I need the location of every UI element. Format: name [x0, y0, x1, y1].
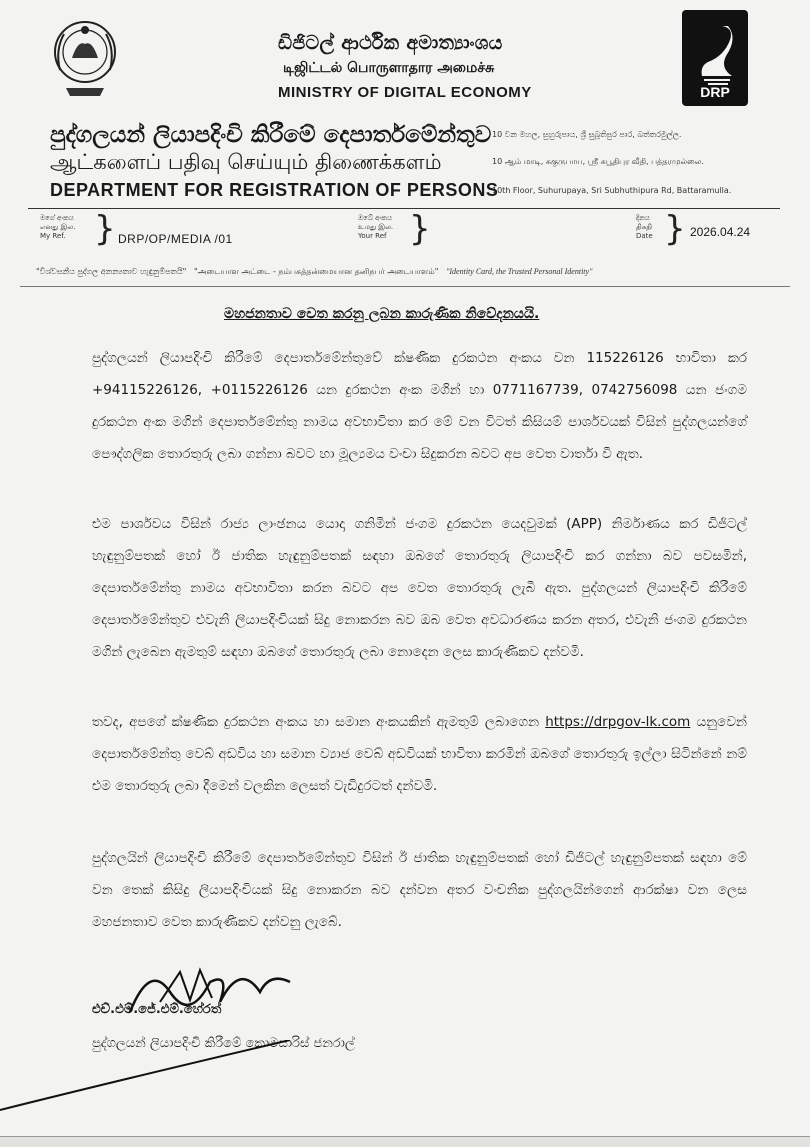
- my-ref-label-en: My Ref.: [40, 232, 66, 240]
- date-labels: [636, 214, 653, 241]
- date-label-en: Date: [636, 232, 653, 240]
- signatory-name: එච්.එම්.ජේ.එම්.හේරත්: [92, 1002, 222, 1017]
- brace-icon: }: [409, 209, 431, 249]
- date-label-si: දිනය: [636, 214, 650, 222]
- footer-strip: [0, 1136, 810, 1147]
- signature-scribble: [120, 952, 360, 1032]
- ministry-name-english: MINISTRY OF DIGITAL ECONOMY: [278, 84, 532, 101]
- my-ref-label-ta: எனது இல.: [40, 223, 76, 231]
- my-ref-labels: [40, 214, 75, 241]
- your-ref-label-ta: உமது இல.: [358, 223, 394, 231]
- date-value: 2026.04.24: [690, 225, 751, 239]
- signatory-title: පුද්ගලයන් ලියාපදිංචි කිරීමේ කොමසාරිස් ජනරාල්: [92, 1036, 355, 1051]
- brace-icon: }: [94, 209, 116, 249]
- paragraph-3-end: යනුවෙන් දෙපාර්තමේන්තු වෙබ් අඩවිය හා සමාන ව්‍යාජ වෙබ් අඩවියක් භාවිතා කරමින් ඔබගේ තොරතුරු ඉල්ලා සිටින්නේ නම් එම තොරතුරු ලබා දීමෙන් වලකින ලෙසත් වැඩිදුරටත් දන්වමි.: [92, 714, 747, 794]
- department-name-sinhala: පුද්ගලයන් ලියාපදිංචි කිරීමේ දෙපාර්තමේන්තුව: [50, 122, 492, 148]
- ministry-name-tamil: டிஜிட்டல் பொருளாதார அமைச்சு: [283, 60, 495, 76]
- your-ref-label-si: ඔබේ අංකය: [358, 214, 392, 222]
- department-name-tamil: ஆட்களைப் பதிவு செய்யும் திணைக்களம்: [50, 150, 442, 174]
- ministry-name-sinhala: ඩිජිටල් ආර්ථික අමාත්‍යාංශය: [278, 32, 503, 54]
- your-ref-label-en: Your Ref: [358, 232, 387, 240]
- fake-website-link[interactable]: https://drpgov-lk.com: [545, 714, 691, 730]
- motto-english: "Identity Card, the Trusted Personal Identity": [446, 267, 593, 276]
- motto-line: [36, 267, 786, 277]
- address-english: 10th Floor, Suhurupaya, Sri Subhuthipura Rd, Battaramulla.: [492, 186, 732, 195]
- date-label-ta: திகதி: [636, 223, 652, 231]
- notice-paragraph-2: එම පාර්ශවය විසින් රාජ්‍ය ලාංඡනය යොදා ගනිමින් ජංගම දුරකථන යෙදවුමක් (APP) නිර්මාණය කර ඩිජිටල් හැඳුනුම්පතක් හෝ ඊ ජාතික හැඳුනුම්පතක් සඳහා ඔබගේ තොරතුරු ලියාපදිංචි කර ගන්නා බව පවසමින්, දෙපාර්තමේන්තු නාමය අවභාවිතා කරන බවට අප වෙත තොරතුරු ලැබී ඇත. පුද්ගලයන් ලියාපදිංචි කිරීමේ දෙපාර්තමේන්තුව එවැනි ලියාපදිංචියක් සිදු නොකරන බව ඔබ වෙත අවධාරණය කරන අතර, එවැනි ජංගම දුරකථන මගින් ලැබෙන ඇමතුම් සඳහා ඔබගේ තොරතුරු ලබා නොදෙන ලෙස කාරුණිකව දන්වමි.: [92, 516, 747, 660]
- motto-divider: [20, 286, 790, 287]
- brace-icon: }: [664, 209, 686, 249]
- address-sinhala: 10 වන මහල, සුහුරුපාය, ශ්‍රී සුබූතිපුර පාර, බත්තරමුල්ල.: [492, 130, 682, 139]
- address-tamil: 10 ஆம் மாடி, சுகுருபாய, ஸ்ரீ சுபூதிபுர வீதி, பத்தரமுல்லை.: [492, 157, 704, 166]
- your-ref-labels: [358, 214, 393, 241]
- motto-tamil: "அடையாள அட்டை - நம்பகத்தன்மையான தனிநபர் அடையாளம்": [193, 267, 439, 276]
- national-emblem-icon: [50, 10, 120, 100]
- motto-sinhala: "විශ්වසනීය පුද්ගල අනන්‍යතාව හැඳුනුම්පතයි": [36, 267, 187, 276]
- my-ref-value: DRP/OP/MEDIA /01: [118, 232, 233, 246]
- notice-paragraph-1: පුද්ගලයන් ලියාපදිංචි කිරීමේ දෙපාර්තමේන්තුවේ ක්ෂණික දුරකථන අංකය වන 115226126 භාවිතා කර +94115226126, +0115226126 යන දුරකථන අංක මගින් හා 0771167739, 0742756098 යන ජංගම දුරකථන අංක මගින් දෙපාර්තමේන්තු නාමය අවභාවිතා කර මේ වන විටත් කිසියම් පාර්ශවයක් විසින් පුද්ගලයන්ගේ පෞද්ගලික තොරතුරු ලබා ගන්නා බවට හා මූල්‍යමය වංචා සිදුකරන බවට අප වෙත වාර්තා වී ඇත.: [92, 350, 747, 462]
- notice-subject: මහජනතාව වෙත කරනු ලබන කාරුණික නිවේදනයයි.: [224, 306, 540, 322]
- drp-logo: [682, 10, 748, 106]
- my-ref-label-si: මගේ අංකය: [40, 214, 74, 222]
- signature-stroke: [0, 1040, 300, 1120]
- paragraph-3-start: තවද, අපගේ ක්ෂණික දුරකථන අංකය හා සමාන අංකයකින් ඇමතුම් ලබාගෙන: [92, 714, 546, 730]
- drp-logo-text: DRP: [700, 84, 730, 100]
- notice-paragraph-3: [92, 706, 747, 802]
- notice-paragraph-4: පුද්ගලයින් ලියාපදිංචි කිරීමේ දෙපාර්තමේන්තුව විසින් ඊ ජාතික හැඳුනුම්පතක් හෝ ඩිජිටල් හැඳුනුම්පතක් සඳහා මේ වන තෙක් කිසිදු ලියාපදිංචියක් සිදු නොකරන බව දන්වන අතර වංචනික පුද්ගලයින්ගෙන් ආරක්ෂා වන ලෙස මහජනතාව වෙත කාරුණිකව දන්වනු ලැබේ.: [92, 850, 747, 930]
- department-name-english: DEPARTMENT FOR REGISTRATION OF PERSONS: [50, 180, 499, 200]
